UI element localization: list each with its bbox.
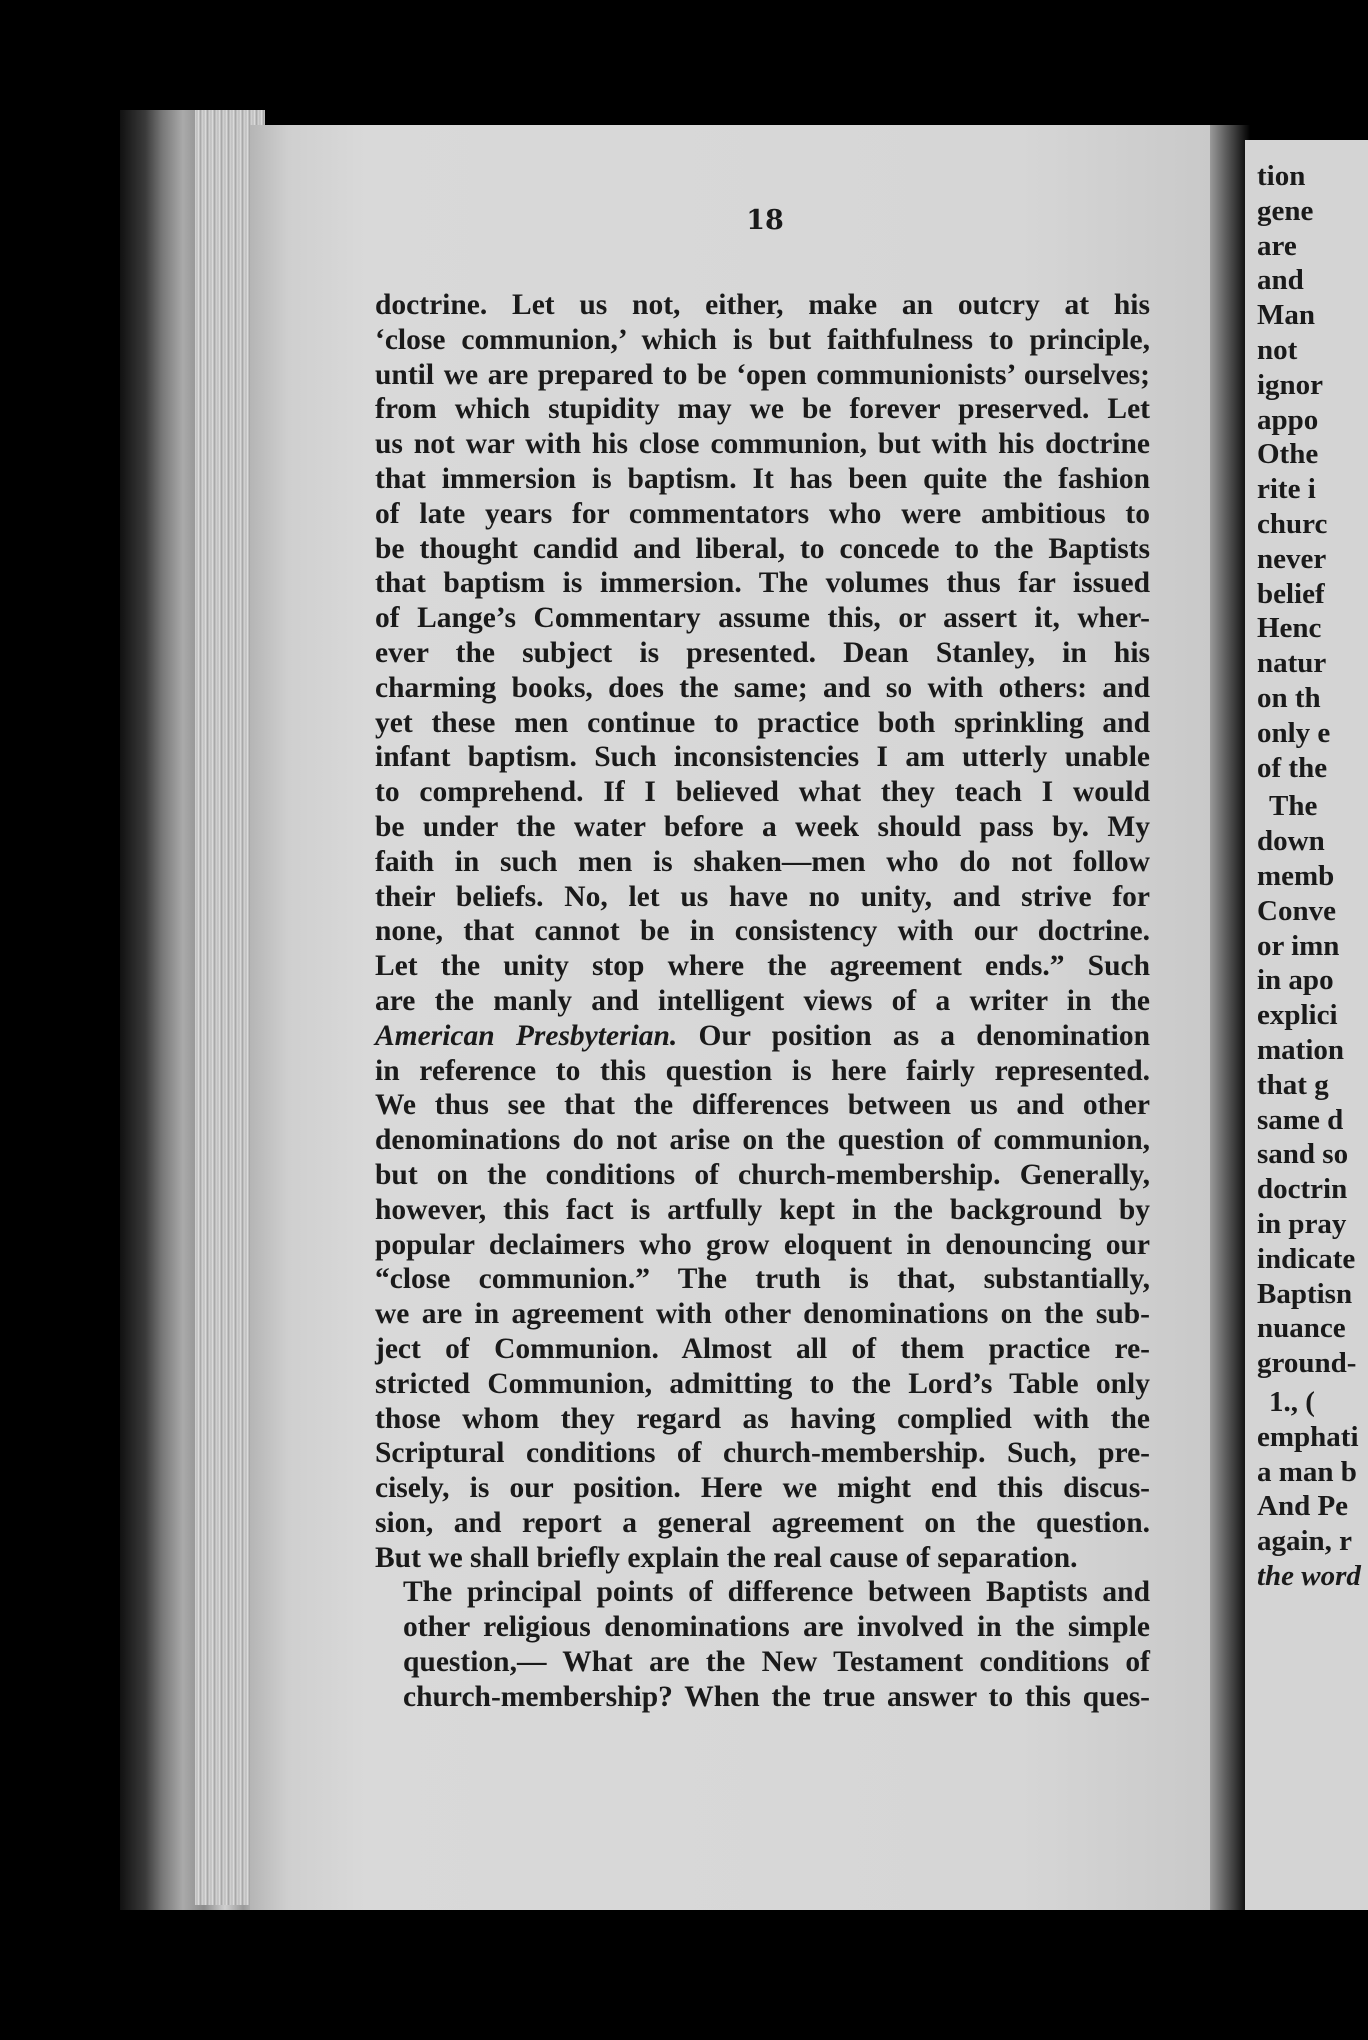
facing-page-fragment: nuance	[1257, 1312, 1346, 1345]
text-line: Let the unity stop where the agreement ends.” Such	[375, 950, 1150, 983]
facing-page-fragment: down	[1257, 825, 1325, 858]
facing-page-fragment: gene	[1257, 194, 1314, 227]
facing-page-fragment: only e	[1257, 716, 1331, 749]
facing-page-fragment: never	[1257, 542, 1327, 575]
text-line: be under the water before a week should pass by. My	[375, 810, 1150, 843]
facing-page-fragment: and	[1257, 264, 1304, 297]
text-line: in reference to this question is here fairly represented.	[375, 1054, 1150, 1087]
facing-page-fragment: explici	[1257, 999, 1338, 1032]
facing-page-fragment: that g	[1257, 1068, 1329, 1101]
facing-page-fragment: mation	[1257, 1034, 1344, 1066]
facing-page-fragment: Othe	[1257, 438, 1319, 471]
text-line: that baptism is immersion. The volumes thus far issued	[375, 567, 1150, 600]
facing-page-fragment: 1., (	[1269, 1386, 1315, 1418]
facing-page-fragment: on th	[1257, 682, 1321, 714]
text-line: The principal points of difference between Baptists and	[403, 1576, 1150, 1609]
text-line: question,— What are the New Testament conditions of	[403, 1646, 1150, 1679]
facing-page-fragment: the word	[1257, 1560, 1361, 1592]
facing-page-fragment: Henc	[1257, 612, 1322, 645]
italic-source-title: American Presbyterian.	[375, 1019, 678, 1052]
facing-page-fragment: in pray	[1257, 1208, 1347, 1240]
text-line: those whom they regard as having complied with the	[375, 1402, 1150, 1435]
text-line: from which stupidity may we be forever preserved. Let	[375, 393, 1150, 426]
text-line: denominations do not arise on the question of communion,	[375, 1124, 1150, 1157]
text-line: ject of Communion. Almost all of them practice re-	[375, 1332, 1150, 1365]
text-line: Scriptural conditions of church-membership. Such, pre-	[375, 1437, 1150, 1470]
facing-page-fragment: emphati	[1257, 1420, 1359, 1453]
text-span: Our position as a denomination	[677, 1019, 1150, 1052]
text-line: that immersion is baptism. It has been quite the fashion	[375, 462, 1150, 495]
text-line-with-italic	[375, 1019, 1150, 1054]
facing-page-fragment: of the	[1257, 751, 1328, 784]
facing-page-fragment: again, r	[1257, 1525, 1353, 1558]
text-line: of Lange’s Commentary assume this, or assert it, wher-	[375, 602, 1150, 635]
facing-page-fragment: same d	[1257, 1103, 1344, 1136]
text-line: are the manly and intelligent views of a writer in the	[375, 984, 1150, 1017]
facing-page-fragment: Man	[1257, 299, 1315, 332]
facing-page	[1245, 140, 1368, 1910]
text-line: But we shall briefly explain the real cause of separation.	[375, 1541, 1078, 1574]
facing-page-fragment: rite i	[1257, 473, 1316, 506]
facing-page-fragment: not	[1257, 334, 1298, 366]
text-line: yet these men continue to practice both sprinkling and	[375, 706, 1150, 739]
text-line: cisely, is our position. Here we might end this discus-	[375, 1472, 1150, 1505]
text-line: church-membership? When the true answer to this ques-	[403, 1680, 1150, 1713]
facing-page-fragment: indicate	[1257, 1242, 1356, 1275]
text-line: none, that cannot be in consistency with our doctrine.	[375, 915, 1150, 948]
facing-page-fragment: And Pe	[1257, 1490, 1349, 1523]
facing-page-fragment: in apo	[1257, 964, 1334, 997]
facing-page-fragment: Baptisn	[1257, 1277, 1353, 1310]
facing-page-fragment: belief	[1257, 577, 1325, 610]
facing-page-fragment: The	[1269, 790, 1318, 823]
text-line: of late years for commentators who were ambitious to	[375, 497, 1150, 530]
facing-page-fragment: Conve	[1257, 894, 1336, 927]
facing-page-fragment: appo	[1257, 403, 1319, 436]
text-line: other religious denominations are involved in the simple	[403, 1611, 1150, 1644]
text-line: until we are prepared to be ‘open communionists’ ourselves;	[375, 358, 1150, 391]
facing-page-fragment: sand so	[1257, 1138, 1349, 1171]
text-line: ever the subject is presented. Dean Stanley, in his	[375, 636, 1150, 669]
text-line: popular declaimers who grow eloquent in denouncing our	[375, 1228, 1150, 1261]
facing-page-fragment: or imn	[1257, 929, 1340, 962]
text-line: ‘close communion,’ which is but faithfulness to principle,	[375, 323, 1150, 356]
text-line: be thought candid and liberal, to concede to the Baptists	[375, 532, 1150, 565]
body-text	[375, 288, 1150, 1715]
facing-page-fragment: tion	[1257, 160, 1306, 192]
text-line: “close communion.” The truth is that, substantially,	[375, 1263, 1150, 1296]
facing-page-fragment: memb	[1257, 860, 1335, 892]
facing-page-fragment: doctrin	[1257, 1173, 1348, 1206]
text-line: sion, and report a general agreement on the question.	[375, 1506, 1150, 1539]
paragraph-1	[375, 288, 1150, 1575]
facing-page-fragment: are	[1257, 229, 1297, 262]
gutter-shadow	[1210, 125, 1250, 1910]
facing-page-fragment: a man b	[1257, 1455, 1357, 1488]
text-line: us not war with his close communion, but with his doctrine	[375, 428, 1150, 461]
text-line: We thus see that the differences between us and other	[375, 1089, 1150, 1122]
facing-page-fragment: natur	[1257, 647, 1327, 680]
text-line: but on the conditions of church-membership. Generally,	[375, 1158, 1150, 1191]
text-line: however, this fact is artfully kept in the background by	[375, 1193, 1150, 1226]
text-line: doctrine. Let us not, either, make an outcry at his	[375, 289, 1150, 321]
page-number: 18	[746, 205, 784, 236]
facing-page-fragment: ground-	[1257, 1347, 1357, 1380]
text-line: their beliefs. No, let us have no unity, and strive for	[375, 880, 1150, 913]
text-line: charming books, does the same; and so with others: and	[375, 671, 1150, 704]
paragraph-2	[375, 1575, 1150, 1714]
text-line: stricted Communion, admitting to the Lord’s Table only	[375, 1367, 1150, 1400]
text-line: to comprehend. If I believed what they teach I would	[375, 776, 1150, 809]
text-line: faith in such men is shaken—men who do not follow	[375, 845, 1150, 878]
text-line: we are in agreement with other denominations on the sub-	[375, 1298, 1150, 1331]
facing-page-fragment: ignor	[1257, 368, 1324, 401]
facing-page-fragment: churc	[1257, 508, 1328, 540]
text-line: infant baptism. Such inconsistencies I am utterly unable	[375, 741, 1150, 774]
